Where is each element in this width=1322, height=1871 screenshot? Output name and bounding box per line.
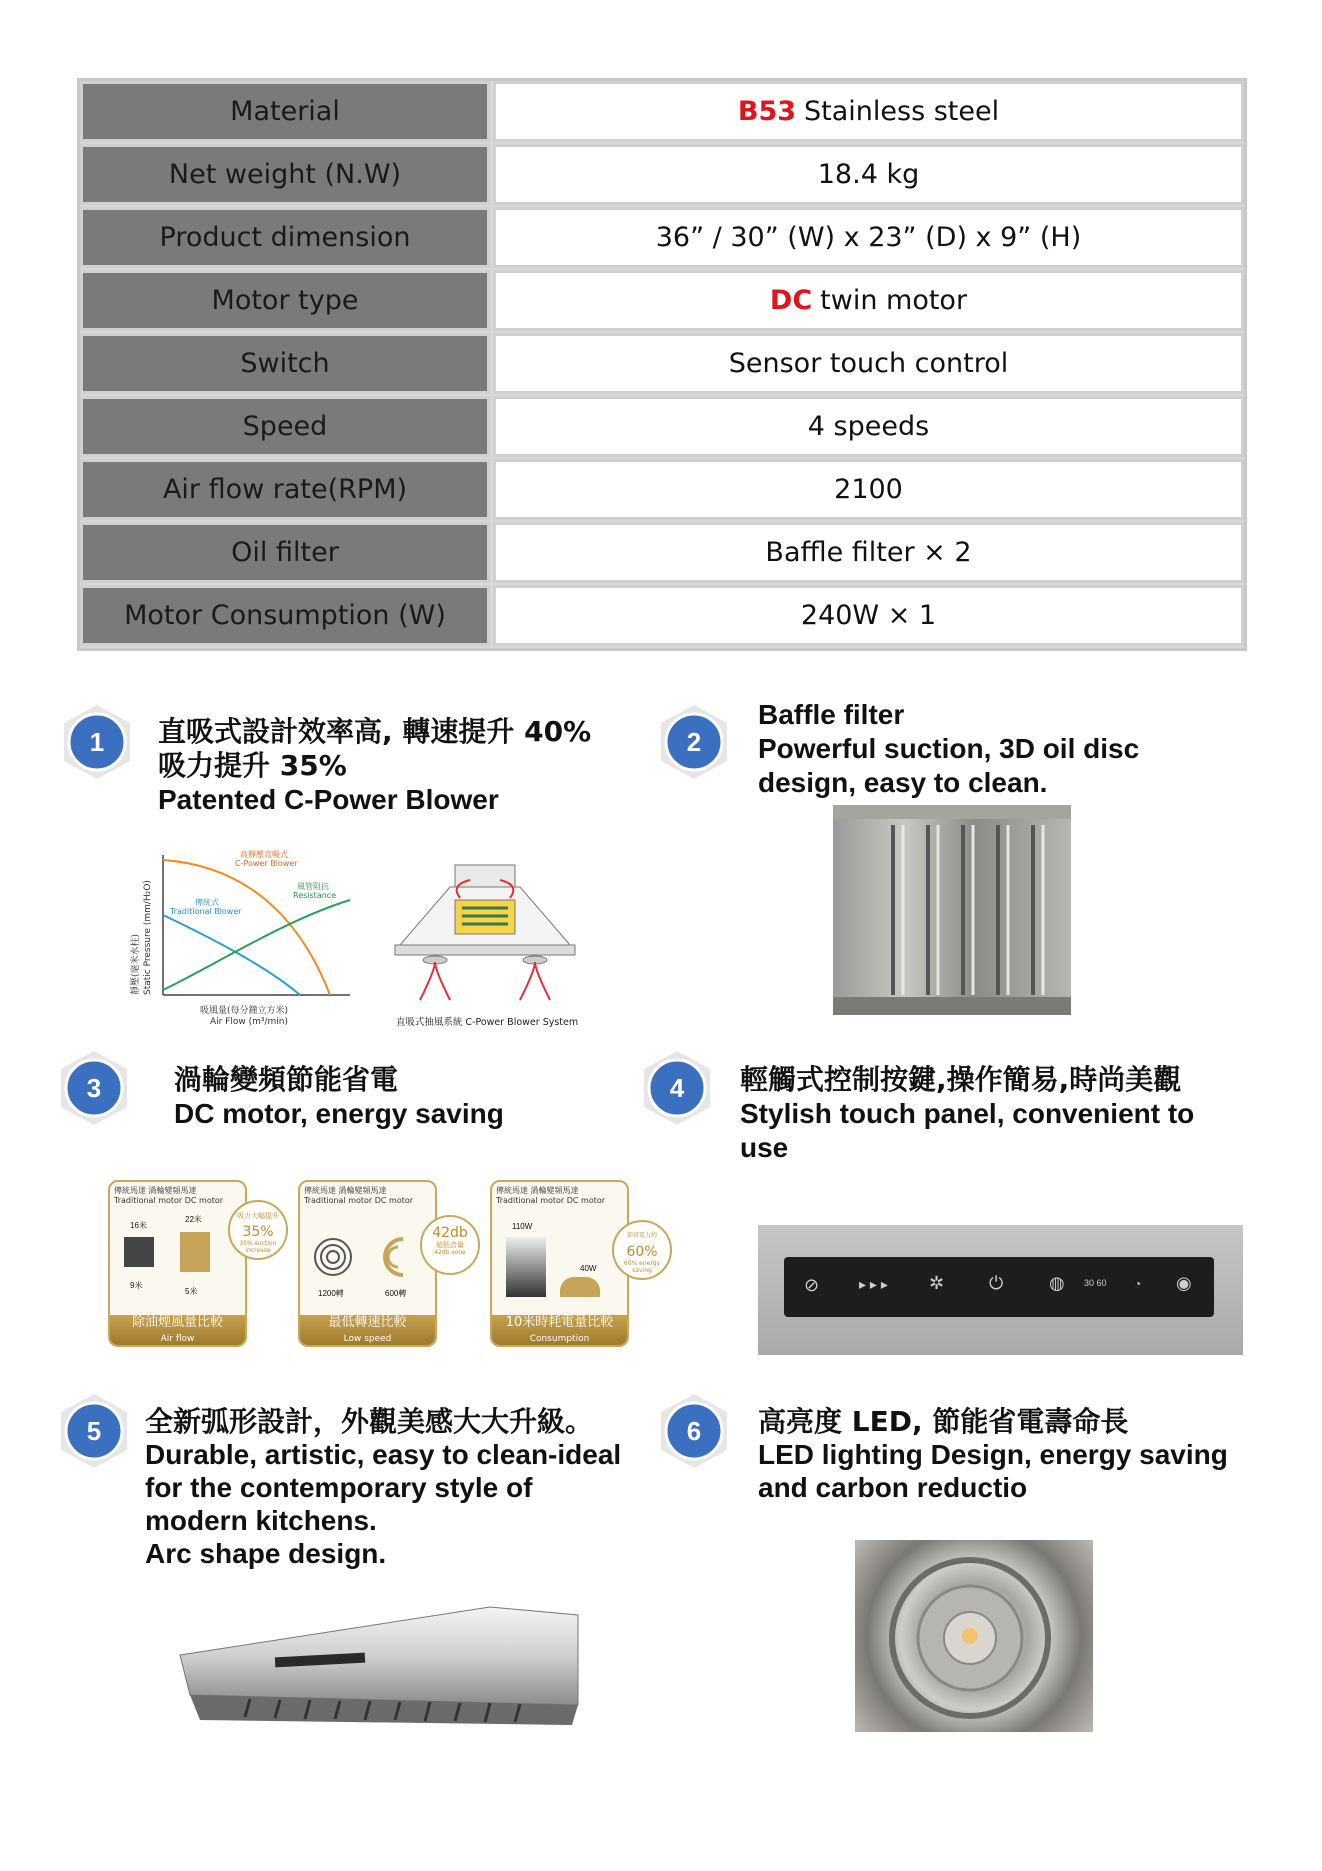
feature-1-zh-line-1: 直吸式設計效率高, 轉速提升 40% [158, 715, 592, 748]
feature-number: 5 [86, 1416, 102, 1446]
dc-consumption-bar [560, 1277, 600, 1297]
feature-6-heading [758, 1405, 1248, 1504]
feature-2-en-line-2: Powerful suction, 3D oil disc [758, 733, 1140, 764]
spec-value-text: 18.4 kg [817, 159, 920, 190]
clock-icon: ◔ [1134, 1277, 1142, 1291]
feature-3-heading [174, 1063, 624, 1131]
spec-value [493, 144, 1244, 205]
traditional-consumption-bar [506, 1237, 546, 1297]
feature-5-en-line-1: Durable, artistic, easy to clean-ideal [145, 1439, 622, 1470]
comparison-panel-consumption: 傳統馬達 渦輪變頻馬達 Traditional motor DC motor 110W 40W 10米時耗電量比較 Consumption [490, 1180, 629, 1347]
feature-1-heading [158, 715, 628, 817]
feature-5-en-line-4: Arc shape design. [145, 1538, 387, 1569]
feature-badge-5 [55, 1392, 133, 1470]
spec-row [80, 585, 1244, 646]
spec-row [80, 81, 1244, 142]
spec-value [493, 585, 1244, 646]
feature-number: 3 [86, 1073, 102, 1103]
chart-xlabel-en: Air Flow (m³/min) [210, 1017, 289, 1027]
spec-label: Net weight (N.W) [80, 144, 490, 205]
spec-label: Air flow rate(RPM) [80, 459, 490, 520]
spec-value-text: twin motor [820, 285, 968, 316]
feature-6-en-line-2: and carbon reductio [758, 1472, 1028, 1503]
spec-value [493, 270, 1244, 331]
hexagon-badge-icon [655, 1392, 733, 1470]
chart-ylabel-en: Static Pressure (mm/H₂O) [143, 880, 153, 995]
spec-row [80, 522, 1244, 583]
hexagon-badge-icon [58, 703, 136, 781]
feature-1-zh-line-2: 吸力提升 35% [158, 749, 347, 782]
fan-icon: ✲ [929, 1273, 945, 1293]
static-pressure-chart [125, 845, 360, 1030]
led-light-photo [855, 1540, 1093, 1732]
feature-1-en-line-1: Patented C-Power Blower [158, 784, 499, 815]
bubble-60: 節省電力約 60% 60% energy saving [612, 1220, 672, 1280]
hexagon-badge-icon [655, 703, 733, 781]
comparison-panel-lowspeed: 傳統馬達 渦輪變頻馬達 Traditional motor DC motor 1200轉 600轉 最低轉速比較 Low speed [298, 1180, 437, 1347]
dc-fan-icon [180, 1232, 210, 1272]
feature-number: 1 [89, 727, 105, 757]
spec-highlight: DC [769, 285, 813, 316]
feature-2-heading [758, 698, 1238, 800]
touch-panel-photo [758, 1225, 1243, 1355]
feature-4-heading [740, 1063, 1240, 1165]
power-icon: ⏻ [989, 1273, 1004, 1293]
spec-label: Motor type [80, 270, 490, 331]
spec-row [80, 207, 1244, 268]
cpower-label-en: C-Power Blower [235, 859, 298, 868]
spec-value [493, 522, 1244, 583]
spec-value [493, 396, 1244, 457]
resistance-label-en: Resistance [293, 891, 337, 900]
traditional-label-zh: 傳統式 [195, 898, 219, 907]
cpower-label-zh: 高靜壓直吸式 [240, 850, 288, 859]
spec-row [80, 144, 1244, 205]
spec-value-text: Sensor touch control [728, 348, 1009, 379]
bubble-35: 吸力大幅提升 35% 35% suction increase [228, 1200, 288, 1260]
baffle-filter-photo [833, 805, 1071, 1015]
spec-row [80, 396, 1244, 457]
spec-value-text: Stainless steel [804, 96, 1000, 127]
spec-value [493, 459, 1244, 520]
spec-value-text: 4 speeds [807, 411, 930, 442]
spec-row [80, 270, 1244, 331]
spec-label: Material [80, 81, 490, 142]
feature-badge-4 [638, 1049, 716, 1127]
feature-4-zh-line-1: 輕觸式控制按鍵,操作簡易,時尚美觀 [740, 1063, 1182, 1096]
spec-value-text: 2100 [834, 474, 903, 505]
hexagon-badge-icon [55, 1049, 133, 1127]
feature-6-en-line-1: LED lighting Design, energy saving [758, 1439, 1228, 1470]
spec-value-text: 240W × 1 [800, 600, 937, 631]
feature-badge-3 [55, 1049, 133, 1127]
feature-number: 6 [686, 1416, 702, 1446]
hexagon-badge-icon [638, 1049, 716, 1127]
bubble-42db: 42db 超低音量 42db sone [420, 1215, 480, 1275]
spec-label: Oil filter [80, 522, 490, 583]
cpower-hood-diagram [380, 860, 595, 1030]
led-bulb-icon [962, 1628, 978, 1644]
feature-4-en-line-1: Stylish touch panel, convenient to [740, 1098, 1195, 1129]
spec-value [493, 333, 1244, 394]
spec-row [80, 333, 1244, 394]
touch-panel-glass [784, 1257, 1214, 1317]
power-ring-icon: ⊘ [804, 1275, 820, 1295]
spec-label: Motor Consumption (W) [80, 585, 490, 646]
feature-badge-2 [655, 703, 733, 781]
chart-xlabel-zh: 吸風量(每分鐘立方米) [200, 1006, 289, 1016]
traditional-label-en: Traditional Blower [170, 907, 242, 916]
spec-table [77, 78, 1247, 651]
speed-arrows-icon: ▸ ▸ ▸ [859, 1276, 888, 1292]
feature-3-en-line-1: DC motor, energy saving [174, 1098, 504, 1129]
spec-value-text: Baffle filter × 2 [765, 537, 972, 568]
feature-3-zh-line-1: 渦輪變頻節能省電 [174, 1063, 399, 1096]
feature-5-en-line-2: for the contemporary style of [145, 1472, 533, 1503]
chart-ylabel-zh: 靜壓(毫米水柱) [131, 933, 141, 995]
spec-row [80, 459, 1244, 520]
traditional-fan-icon [124, 1237, 154, 1267]
feature-5-heading [145, 1405, 655, 1570]
feature-number: 4 [669, 1073, 685, 1103]
comparison-panel-airflow: 傳統馬達 渦輪變頻馬達 Traditional motor DC motor 16米 9米 5米 22米 除油煙風量比較 Air flow [108, 1180, 247, 1347]
feature-5-zh-line-1: 全新弧形設計，外觀美感大大升級。 [145, 1405, 594, 1438]
range-hood-photo [160, 1595, 580, 1735]
feature-5-en-line-3: modern kitchens. [145, 1505, 377, 1536]
spec-value [493, 81, 1244, 142]
spec-value [493, 207, 1244, 268]
spec-value-text: 36” / 30” (W) x 23” (D) x 9” (H) [655, 222, 1082, 253]
spec-label: Speed [80, 396, 490, 457]
spec-highlight: B53 [737, 96, 797, 127]
spec-label: Product dimension [80, 207, 490, 268]
resistance-label-zh: 風管阻抗 [297, 882, 329, 891]
feature-2-en-line-3: design, easy to clean. [758, 767, 1048, 798]
feature-4-en-line-2: use [740, 1132, 789, 1163]
feature-badge-1 [58, 703, 136, 781]
hexagon-badge-icon [55, 1392, 133, 1470]
light-icon: ◉ [1176, 1273, 1192, 1293]
timer-digits: 30 60 [1084, 1278, 1107, 1288]
feature-number: 2 [686, 727, 702, 757]
feature-2-en-line-1: Baffle filter [758, 699, 905, 730]
feature-6-zh-line-1: 高亮度 LED, 節能省電壽命長 [758, 1405, 1129, 1438]
hood-caption: 直吸式抽風系統 C-Power Blower System [395, 1017, 579, 1028]
feature-badge-6 [655, 1392, 733, 1470]
spec-label: Switch [80, 333, 490, 394]
timer-icon: ◍ [1049, 1273, 1065, 1293]
